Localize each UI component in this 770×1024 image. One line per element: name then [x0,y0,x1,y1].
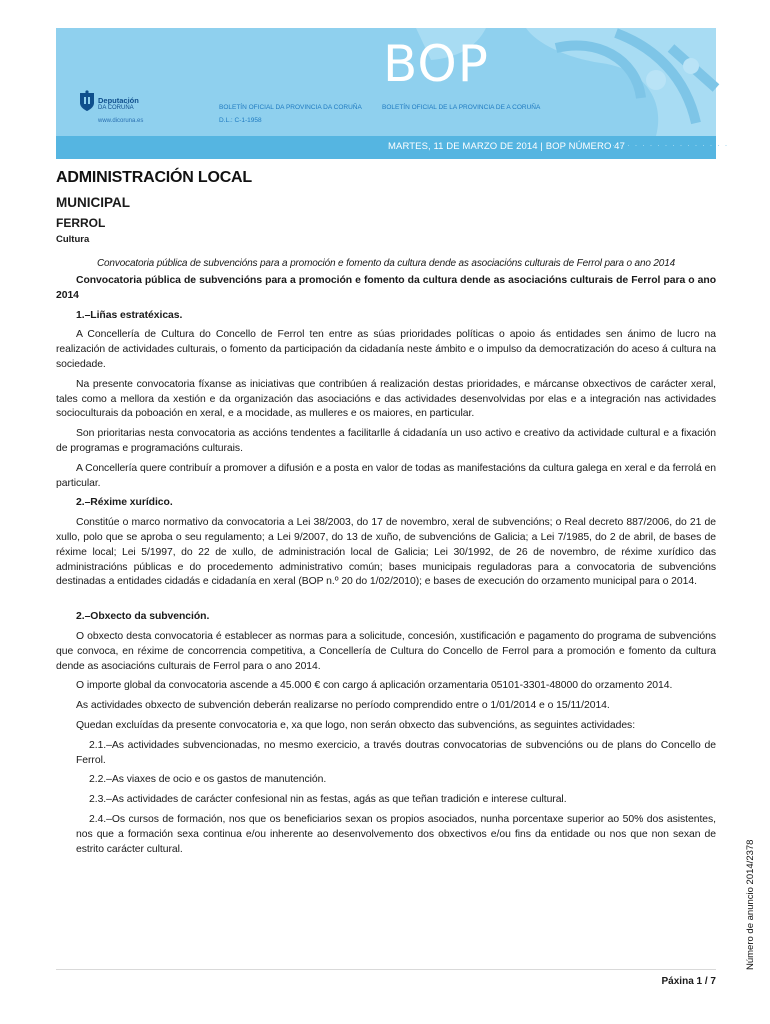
list-item: 2.3.–As actividades de carácter confesional nin as festas, agás as que teñan tradición e interese cultural. [89,794,567,806]
municipality-heading: FERROL [56,216,106,230]
paragraph: A Concellería de Cultura do Concello de Ferrol ten entre as súas prioridades políticas o apoio ás entidades sen ánimo de lucro na realización de actividades culturais, o fomento da participación da cidadanía neste ámbito e o impulso da democratización do aceso á cultura na sociedade. [56,329,716,370]
section-1-title: 1.–Liñas estratéxicas. [76,309,183,321]
bop-header [56,28,729,159]
footer-divider [56,969,716,970]
logo-name: Deputación [98,96,139,105]
bulletin-name-spanish: BOLETÍN OFICIAL DE LA PROVINCIA DE A CORUÑA [382,104,541,111]
website-link[interactable]: www.dicoruna.es [98,118,144,124]
paragraph: A Concellería quere contribuír a promover a difusión e a posta en valor de todas as manifestacións da cultura galega en xeral e da ferrolá en particular. [56,462,716,489]
page-number: Páxina 1 / 7 [661,976,716,987]
paragraph: Quedan excluídas da presente convocatoria e, xa que logo, non serán obxecto das subvencións, as seguintes actividades: [76,719,636,731]
paragraph: O importe global da convocatoria ascende a 45.000 € con cargo á aplicación orzamentaria 05101-3301-48000 do orzamento 2014. [76,680,673,692]
section-2-title: 2.–Réxime xurídico. [76,497,173,509]
logo-subtitle: DA CORUÑA [98,105,134,111]
announcement-summary: Convocatoria pública de subvencións para a promoción e fomento da cultura dende as asociacións culturais de Ferrol para o ano 2014 [96,258,676,269]
list-item: 2.2.–As viaxes de ocio e os gastos de manutención. [89,774,327,786]
legal-deposit: D.L.: C-1-1958 [219,117,262,124]
bop-title: BOP [383,35,489,93]
announcement-number: Número de anuncio 2014/2378 [745,839,756,970]
paragraph: Constitúe o marco normativo da convocatoria a Lei 38/2003, do 17 de novembro, xeral de subvencións; o Real decreto 887/2006, do 21 de xullo, polo que se aproba o seu regulamento; a Lei 9/2007, do 13 de xuño, de subvencións de Galicia; a Lei 7/1985, do 2 de abril, de bases de réxime local; Lei 5/1997, do 22 de xullo, de administración local de Galicia; Lei 30/1992, de 26 de novembro, de réxime xurídico das administracións públicas e do procedemento administrativo común; bases municipais reguladoras para a convocatoria de subvencións destinadas a entidades cidadás e cidadanía en xeral (BOP n.º 20 do 1/02/2010); e bases de execución do orzamento municipal para o 2014. [56,517,716,588]
list-item: 2.1.–As actividades subvencionadas, no mesmo exercicio, a través doutras convocatorias de subvencións ou de plans do Concello de Ferrol. [76,739,716,766]
announcement-title: Convocatoria pública de subvencións para a promoción e fomento da cultura dende as asociacións culturais de Ferrol para o ano 2014 [56,275,716,301]
section-heading: ADMINISTRACIÓN LOCAL [56,169,252,186]
paragraph: As actividades obxecto de subvención deberán realizarse no período comprendido entre o 1/01/2014 e o 15/11/2014. [76,700,610,712]
paragraph: Son prioritarias nesta convocatoria as accións tendentes a facilitarlle á cidadanía un uso activo e creativo da actividade cultural e a fixación de programas e programacións culturais. [56,428,716,454]
issue-date: MARTES, 11 DE MARZO DE 2014 | BOP NÚMERO 47 [388,141,625,152]
subsection-heading: MUNICIPAL [56,195,130,210]
date-bar [56,136,729,159]
paragraph: O obxecto desta convocatoria é establecer as normas para a solicitude, concesión, xustificación e pagamento do programa de subvencións que convoca, en réxime de concorrencia competitiva, a Concellería de Cultura do Concello de Ferrol para a promoción e fomento da cultura dende as asociacións culturais de Ferrol para o ano 2014. [56,630,716,672]
area-heading: Cultura [56,234,90,245]
bar-dots: · · · · · · · · · · · · · · · · [612,140,729,150]
bulletin-name-galician: BOLETÍN OFICIAL DA PROVINCIA DA CORUÑA [219,104,362,111]
section-3-title: 2.–Obxecto da subvención. [76,611,210,623]
deputacion-shield-icon [78,90,96,112]
list-item: 2.4.–Os cursos de formación, nos que os beneficiarios sexan os propios asociados, nunha porcentaxe superior ao 50% dos asistentes, nos que a formación sexa continua e/ou inherente ao desenvolvemento dos obxectivos e/ou fins da entidade ou nos que non sexan de estrito carácter cultural. [76,813,716,855]
document-body [56,168,716,857]
paragraph: Na presente convocatoria fíxanse as iniciativas que contribúen á realización destas prioridades, e márcanse obxectivos de carácter xeral, tales como a mellora da xestión e da organización das asociacións e das actividades desenvolvidas por elas e a integración nas actividades socioculturais da poboación en xeral, e a mocidade, as mulleres e os maiores, en particular. [56,378,716,420]
